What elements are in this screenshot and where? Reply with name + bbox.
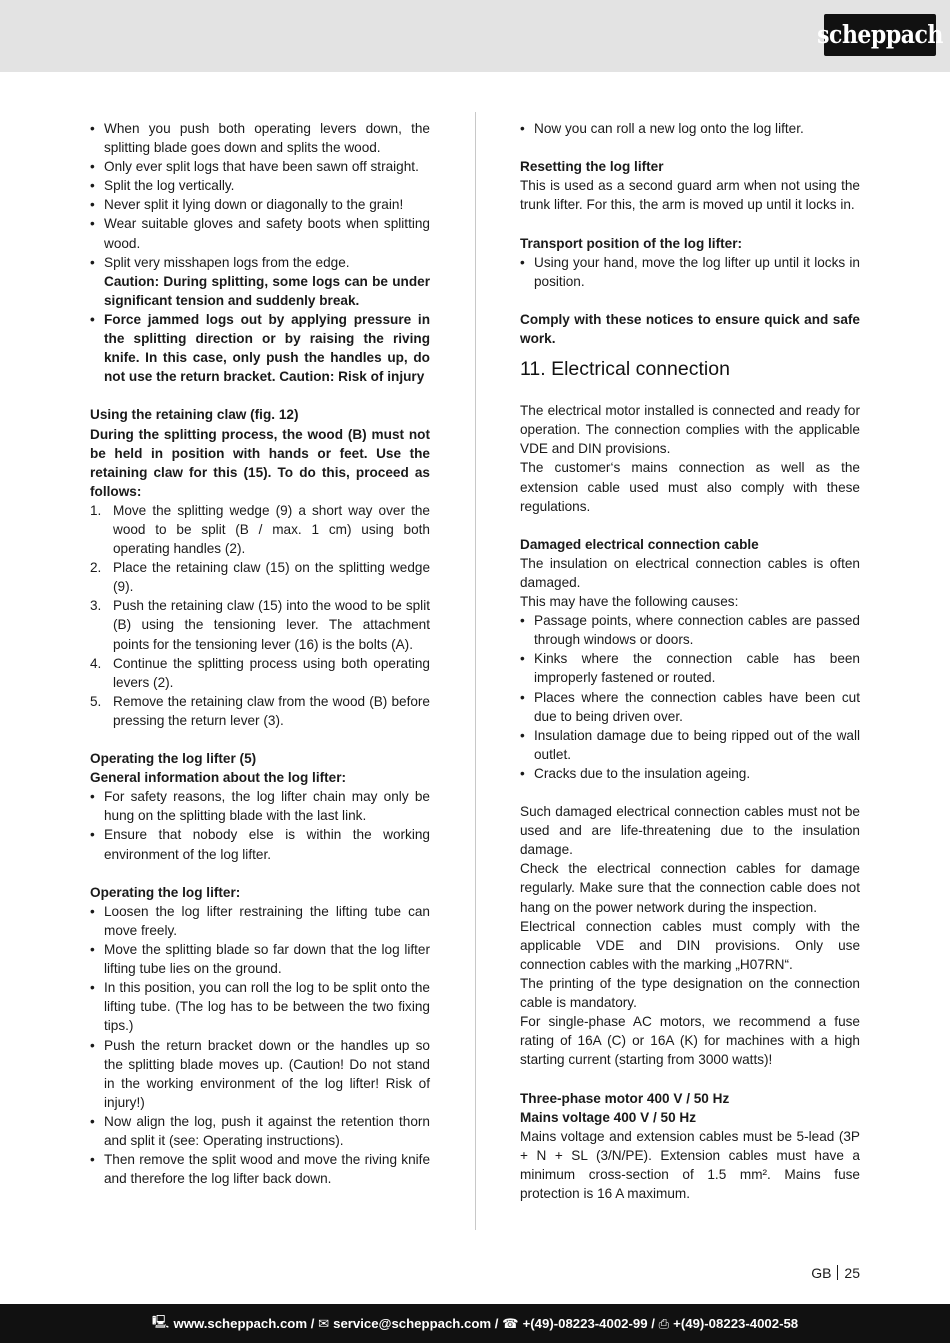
list-item: • Passage points, where connection cables are passed through windows or doors. bbox=[520, 611, 860, 649]
footer-web[interactable]: www.scheppach.com / bbox=[173, 1316, 315, 1331]
list-item: • Using your hand, move the log lifter up until it locks in position. bbox=[520, 253, 860, 291]
list-item: 1. Move the splitting wedge (9) a short way over the wood to be split (B / max. 1 cm) using both operating handles (2). bbox=[90, 502, 430, 557]
single-phase-paragraph: For single-phase AC motors, we recommend a fuse rating of 16A (C) or 16A (K) for machines with a high starting current (starting from 3000 watts)! bbox=[520, 1014, 860, 1068]
header-band bbox=[0, 0, 950, 72]
footer-bar bbox=[0, 1304, 950, 1343]
list-item: • In this position, you can roll the log to be split onto the lifting tube. (The log has to be between the two fixing tips.) bbox=[90, 978, 430, 1035]
page-number bbox=[811, 1264, 860, 1282]
printing-paragraph: The printing of the type designation on the connection cable is mandatory. bbox=[520, 975, 860, 1011]
list-item: • When you push both operating levers down, the splitting blade goes down and splits the wood. bbox=[90, 119, 430, 157]
damaged-paragraph-2: This may have the following causes: bbox=[520, 594, 739, 610]
general-heading: General information about the log lifter: bbox=[90, 770, 347, 786]
list-item: • Loosen the log lifter restraining the lifting tube can move freely. bbox=[90, 902, 430, 940]
damaged-paragraph-1: The insulation on electrical connection cables is often damaged. bbox=[520, 555, 860, 590]
caution-text: Caution: During splitting, some logs can be under significant tension and suddenly break. bbox=[104, 273, 430, 308]
list-item: • Split very misshapen logs from the edge. bbox=[90, 253, 430, 272]
claw-heading: Using the retaining claw (fig. 12) bbox=[90, 407, 299, 423]
left-column bbox=[90, 119, 430, 1188]
transport-heading: Transport position of the log lifter: bbox=[520, 235, 743, 251]
list-item: • Ensure that nobody else is within the working environment of the log lifter. bbox=[90, 825, 430, 863]
list-item: • Only ever split logs that have been sawn off straight. bbox=[90, 157, 430, 176]
list-item: • For safety reasons, the log lifter chain may only be hung on the splitting blade with the last link. bbox=[90, 787, 430, 825]
fax-icon: ⎙ bbox=[658, 1315, 670, 1331]
right-column bbox=[520, 119, 860, 1203]
list-item: • Force jammed logs out by applying pressure in the splitting direction or by raising the riving knife. In this case, only push the handles up, do not use the return bracket. Caution: Risk of injury bbox=[90, 310, 430, 386]
footer-fax: +(49)-08223-4002-58 bbox=[673, 1316, 799, 1331]
splitting-bullets bbox=[90, 119, 430, 272]
such-paragraph: Such damaged electrical connection cables must not be used and are life-threatening due to the insulation damage. bbox=[520, 804, 860, 858]
column-divider bbox=[475, 112, 476, 1230]
list-item: 3. Push the retaining claw (15) into the wood to be split (B) using the tensioning lever. The attachment points for the tensioning lever (16) is the bolts (A). bbox=[90, 598, 430, 652]
footer-email[interactable]: service@scheppach.com / bbox=[333, 1316, 499, 1331]
page-lang: GB bbox=[811, 1265, 832, 1281]
list-item: • Kinks where the connection cable has been improperly fastened or routed. bbox=[520, 649, 860, 687]
reset-heading: Resetting the log lifter bbox=[520, 159, 664, 175]
cables-comply-paragraph: Electrical connection cables must comply with the applicable VDE and DIN provisions. Only use connection cables with the marking „H07RN“. bbox=[520, 918, 860, 972]
list-item: • Move the splitting blade so far down that the log lifter lifting tube lies on the ground. bbox=[90, 940, 430, 978]
jammed-bullet bbox=[90, 310, 430, 386]
list-item: • Now you can roll a new log onto the log lifter. bbox=[520, 119, 860, 138]
list-item: • Split the log vertically. bbox=[90, 176, 430, 195]
three-phase-paragraph: Mains voltage and extension cables must be 5-lead (3P + N + SL (3/N/PE). Extension cables must have a minimum cross-section of 1.5 mm². Mains fuse protection is 16 A maximum. bbox=[520, 1128, 860, 1201]
elec-paragraph-1: The electrical motor installed is connected and ready for operation. The connection complies with the applicable VDE and DIN provisions. bbox=[520, 403, 860, 457]
list-item: • Then remove the split wood and move the riving knife and therefore the log lifter back down. bbox=[90, 1150, 430, 1188]
list-item: • Push the return bracket down or the handles up so the splitting blade moves up. (Caution! Do not stand in the working environment of the log lifter! Risk of injury!) bbox=[90, 1036, 430, 1112]
section-title: 11. Electrical connection bbox=[520, 358, 730, 381]
list-item: 4. Continue the splitting process using both operating levers (2). bbox=[90, 655, 430, 690]
transport-bullet bbox=[520, 253, 860, 291]
brand-logo bbox=[817, 14, 943, 56]
roll-bullet bbox=[520, 119, 860, 138]
three-phase-heading: Three-phase motor 400 V / 50 Hz bbox=[520, 1090, 730, 1106]
mail-icon: ✉ bbox=[318, 1315, 330, 1331]
comply-notice: Comply with these notices to ensure quick and safe work. bbox=[520, 311, 860, 347]
general-bullets bbox=[90, 787, 430, 863]
phone-icon: ☎ bbox=[502, 1315, 519, 1331]
operating-heading: Operating the log lifter: bbox=[90, 884, 241, 900]
list-item: 2. Place the retaining claw (15) on the splitting wedge (9). bbox=[90, 560, 430, 595]
brand-logo-text: scheppach bbox=[817, 20, 943, 50]
list-item: • Cracks due to the insulation ageing. bbox=[520, 764, 860, 783]
list-item: • Places where the connection cables have been cut due to being driven over. bbox=[520, 688, 860, 726]
list-item: 5. Remove the retaining claw from the wood (B) before pressing the return lever (3). bbox=[90, 693, 430, 728]
mains-voltage-heading: Mains voltage 400 V / 50 Hz bbox=[520, 1109, 697, 1125]
footer-phone: +(49)-08223-4002-99 / bbox=[522, 1316, 655, 1331]
reset-text: This is used as a second guard arm when not using the trunk lifter. For this, the arm is moved up until it locks in. bbox=[520, 178, 860, 213]
list-item: • Insulation damage due to being ripped out of the wall outlet. bbox=[520, 726, 860, 764]
claw-steps bbox=[90, 501, 430, 730]
list-item: • Never split it lying down or diagonally to the grain! bbox=[90, 195, 430, 214]
list-item: • Wear suitable gloves and safety boots when splitting wood. bbox=[90, 214, 430, 252]
claw-intro: During the splitting process, the wood (B) must not be held in position with hands or feet. Use the retaining claw for this (15). To do this, proceed as follows: bbox=[90, 426, 430, 499]
operating-bullets bbox=[90, 902, 430, 1188]
causes-bullets bbox=[520, 611, 860, 783]
lifter-heading: Operating the log lifter (5) bbox=[90, 751, 257, 767]
computer-icon: 🖳 bbox=[151, 1313, 170, 1329]
list-item: • Now align the log, push it against the retention thorn and split it (see: Operating instructions). bbox=[90, 1112, 430, 1150]
damaged-heading: Damaged electrical connection cable bbox=[520, 536, 759, 552]
page-number-value: 25 bbox=[844, 1265, 860, 1281]
elec-paragraph-2: The customer‘s mains connection as well as the extension cable used must also comply with these regulations. bbox=[520, 460, 860, 514]
check-paragraph: Check the electrical connection cables for damage regularly. Make sure that the connection cable does not hang on the power network during the inspection. bbox=[520, 861, 860, 915]
